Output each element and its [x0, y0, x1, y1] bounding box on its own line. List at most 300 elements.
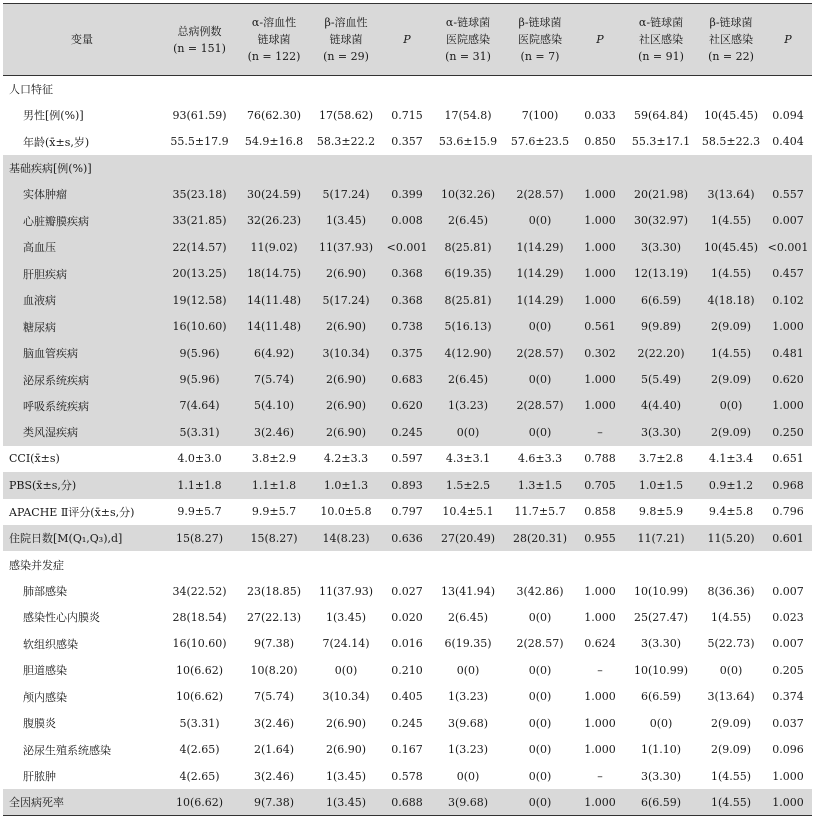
- table-cell: 9(9.89): [640, 320, 682, 334]
- row-label: 心脏瓣膜疾病: [23, 214, 89, 228]
- table-cell: 10(10.99): [633, 584, 689, 598]
- table-cell: 0(0): [528, 373, 552, 387]
- table-cell: 9.9±5.7: [251, 505, 297, 519]
- table-cell: [504, 155, 576, 181]
- table-cell: 4(2.65): [179, 743, 220, 757]
- table-cell: 0.405: [391, 690, 423, 704]
- table-cell: 1.1±1.8: [177, 478, 222, 492]
- column-header-9-line3: (n = 22): [708, 50, 754, 63]
- table-cell: 1(4.55): [710, 610, 752, 624]
- table-cell: 0.9±1.2: [708, 478, 754, 492]
- table-cell: 2(6.90): [325, 267, 367, 281]
- table-cell: [161, 76, 238, 102]
- table-row: [3, 261, 812, 287]
- table-row: [3, 340, 812, 366]
- table-cell: 3(3.30): [640, 637, 682, 651]
- table-cell: 2(9.09): [710, 320, 752, 334]
- table-cell: 30(24.59): [246, 187, 302, 201]
- column-header-5-line3: (n = 31): [445, 50, 491, 63]
- table-cell: 11(5.20): [707, 531, 755, 545]
- table-cell: 1.0±1.3: [323, 478, 369, 492]
- table-cell: 0(0): [456, 769, 480, 783]
- table-cell: 0.968: [772, 478, 804, 492]
- table-cell: 10(10.99): [633, 663, 689, 677]
- table-cell: 58.3±22.2: [316, 135, 376, 149]
- table-cell: 0.368: [391, 293, 423, 307]
- table-row: [3, 102, 812, 128]
- table-cell: 4.3±3.1: [445, 452, 491, 466]
- column-header-6: [504, 4, 576, 76]
- table-cell: [432, 551, 504, 577]
- table-cell: 1(14.29): [516, 293, 564, 307]
- table-cell: 0.007: [772, 584, 804, 598]
- table-cell: 0(0): [528, 214, 552, 228]
- table-cell: 17(58.62): [318, 108, 374, 122]
- table-cell: [624, 155, 698, 181]
- table-cell: 0.955: [584, 531, 616, 545]
- table-cell: 0.357: [391, 135, 423, 149]
- table-cell: 0(0): [456, 425, 480, 439]
- column-header-2: [238, 4, 310, 76]
- table-cell: 6(19.35): [444, 267, 492, 281]
- table-cell: 0(0): [528, 795, 552, 809]
- table-cell: 4(12.90): [444, 346, 492, 360]
- table-cell: –: [597, 769, 603, 783]
- table-cell: 15(8.27): [175, 531, 224, 545]
- table-cell: –: [597, 663, 603, 677]
- table-cell: 0.796: [772, 505, 804, 519]
- table-cell: 1.000: [584, 716, 616, 730]
- column-header-3: [310, 4, 382, 76]
- table-cell: 1(3.23): [447, 743, 489, 757]
- row-label: 血液病: [23, 294, 56, 308]
- table-cell: 7(4.64): [179, 399, 220, 413]
- table-row: [3, 419, 812, 445]
- table-cell: 1(4.55): [710, 795, 752, 809]
- table-cell: 17(54.8): [444, 108, 492, 122]
- table-cell: 1(4.55): [710, 769, 752, 783]
- table-cell: 0(0): [719, 663, 743, 677]
- table-cell: 2(1.64): [253, 743, 295, 757]
- table-cell: 0.561: [584, 320, 616, 334]
- column-header-3-line2: 链球菌: [329, 33, 363, 46]
- row-label: 基础疾病[例(%)]: [9, 162, 92, 176]
- table-cell: 57.6±23.5: [510, 135, 570, 149]
- table-cell: 19(12.58): [172, 293, 227, 307]
- row-label: 年龄(x̄±s,岁): [23, 135, 90, 149]
- column-header-5-line2: 医院感染: [446, 33, 490, 46]
- row-label: 感染性心内膜炎: [23, 611, 100, 625]
- table-cell: 0.715: [391, 108, 423, 122]
- table-cell: 2(6.90): [325, 399, 367, 413]
- table-cell: 0.020: [391, 610, 423, 624]
- table-cell: 0(0): [528, 610, 552, 624]
- row-label: 感染并发症: [9, 558, 64, 572]
- column-header-1-line1: 总病例数: [177, 24, 222, 38]
- column-header-4-line1: P: [403, 33, 411, 46]
- table-cell: 1.000: [584, 690, 616, 704]
- table-row: [3, 604, 812, 630]
- table-cell: 59(64.84): [633, 108, 689, 122]
- column-header-8-line3: (n = 91): [638, 50, 684, 63]
- table-cell: 1(1.10): [640, 743, 682, 757]
- table-row: [3, 631, 812, 657]
- table-cell: 14(8.23): [322, 531, 370, 545]
- table-cell: [576, 76, 624, 102]
- table-cell: 4.0±3.0: [177, 452, 222, 466]
- table-cell: 16(10.60): [172, 320, 227, 334]
- table-row: [3, 710, 812, 736]
- table-cell: 0(0): [528, 663, 552, 677]
- column-header-6-line3: (n = 7): [520, 50, 560, 63]
- table-cell: [624, 76, 698, 102]
- statistics-table: [3, 3, 812, 816]
- table-cell: 5(3.31): [179, 425, 220, 439]
- table-cell: 10.4±5.1: [442, 505, 494, 519]
- table-cell: 12(13.19): [633, 267, 689, 281]
- table-row: [3, 287, 812, 313]
- table-cell: 0.858: [584, 505, 616, 519]
- column-header-6-line1: β-链球菌: [518, 16, 562, 29]
- table-cell: 0.033: [584, 108, 616, 122]
- table-row: [3, 763, 812, 789]
- table-cell: 34(22.52): [172, 584, 227, 598]
- table-cell: 10(6.62): [175, 795, 224, 809]
- table-cell: 0.738: [391, 320, 423, 334]
- table-cell: 0.245: [391, 716, 423, 730]
- table-cell: 0.037: [772, 716, 804, 730]
- table-cell: 1(3.23): [447, 690, 489, 704]
- table-cell: 1(3.45): [325, 214, 367, 228]
- table-cell: 3(13.64): [707, 690, 755, 704]
- table-cell: 0.705: [584, 478, 616, 492]
- table-cell: 3.7±2.8: [638, 452, 684, 466]
- table-cell: 3(42.86): [516, 584, 564, 598]
- table-cell: 1(14.29): [516, 240, 564, 254]
- table-cell: 0.375: [391, 346, 423, 360]
- table-cell: 0.597: [391, 452, 423, 466]
- column-header-9-line2: 社区感染: [709, 33, 753, 46]
- table-cell: 4(18.18): [707, 293, 755, 307]
- table-cell: 0.651: [772, 452, 804, 466]
- table-cell: 58.5±22.3: [701, 135, 761, 149]
- table-cell: [238, 551, 310, 577]
- table-cell: 2(6.90): [325, 716, 367, 730]
- table-cell: 7(24.14): [322, 637, 370, 651]
- table-cell: 0(0): [528, 690, 552, 704]
- table-cell: 22(14.57): [172, 240, 227, 254]
- table-cell: [432, 155, 504, 181]
- table-cell: 7(100): [521, 108, 559, 122]
- table-cell: [432, 76, 504, 102]
- column-header-3-line3: (n = 29): [323, 50, 369, 63]
- table-cell: 10(6.62): [175, 663, 224, 677]
- table-cell: [764, 76, 812, 102]
- table-cell: 3(2.46): [253, 769, 295, 783]
- table-cell: 23(18.85): [246, 584, 302, 598]
- table-cell: 0(0): [456, 663, 480, 677]
- table-cell: 13(41.94): [440, 584, 496, 598]
- table-cell: 11(9.02): [250, 240, 298, 254]
- table-cell: 0.683: [391, 373, 423, 387]
- table-cell: 0.404: [772, 135, 804, 149]
- table-cell: 1.000: [584, 399, 616, 413]
- table-cell: 0.399: [391, 187, 423, 201]
- table-cell: 0.457: [772, 267, 804, 281]
- table-cell: 1(3.45): [325, 795, 367, 809]
- table-cell: 3(2.46): [253, 716, 295, 730]
- table-cell: 0.250: [772, 425, 804, 439]
- table-cell: 9.4±5.8: [708, 505, 754, 519]
- table-cell: 0.016: [391, 637, 423, 651]
- table-cell: 1.000: [772, 795, 804, 809]
- table-row: [3, 472, 812, 498]
- table-cell: 1.5±2.5: [445, 478, 491, 492]
- table-cell: 7(5.74): [253, 690, 295, 704]
- table-cell: [238, 155, 310, 181]
- table-cell: 1.3±1.5: [517, 478, 563, 492]
- table-cell: 0.624: [584, 637, 616, 651]
- column-header-0: [3, 4, 161, 76]
- table-cell: 2(28.57): [516, 187, 564, 201]
- table-row: [3, 234, 812, 260]
- table-cell: 3(2.46): [253, 425, 295, 439]
- column-header-2-line2: 链球菌: [257, 33, 291, 46]
- column-header-4: [382, 4, 432, 76]
- row-label: 肝胆疾病: [23, 267, 67, 281]
- table-cell: 1.000: [584, 795, 616, 809]
- table-cell: 0.374: [772, 690, 804, 704]
- table-cell: 4(2.65): [179, 769, 220, 783]
- table-cell: 14(11.48): [246, 293, 302, 307]
- table-cell: 9(7.38): [253, 795, 295, 809]
- table-cell: [382, 155, 432, 181]
- table-cell: –: [597, 425, 603, 439]
- table-cell: 0(0): [528, 425, 552, 439]
- table-cell: 20(21.98): [633, 187, 689, 201]
- table-cell: 6(6.59): [640, 795, 682, 809]
- table-cell: 8(36.36): [707, 584, 755, 598]
- table-cell: 0.007: [772, 637, 804, 651]
- table-cell: 10.0±5.8: [320, 505, 372, 519]
- table-cell: 10(32.26): [440, 187, 496, 201]
- table-cell: 0.620: [391, 399, 423, 413]
- table-cell: 1.1±1.8: [251, 478, 297, 492]
- row-label: 颅内感染: [23, 690, 67, 704]
- table-cell: 0.007: [772, 214, 804, 228]
- table-cell: 0.893: [391, 478, 423, 492]
- table-cell: 1.000: [584, 187, 616, 201]
- table-cell: [504, 551, 576, 577]
- row-label: 糖尿病: [23, 320, 56, 334]
- row-label: 住院日数[M(Q₁,Q₃),d]: [9, 532, 123, 546]
- table-cell: 2(28.57): [516, 399, 564, 413]
- table-cell: 2(6.90): [325, 320, 367, 334]
- table-cell: 5(17.24): [322, 187, 370, 201]
- table-header-row: [3, 4, 812, 76]
- table-cell: 0.368: [391, 267, 423, 281]
- table-cell: [698, 551, 764, 577]
- table-cell: [698, 76, 764, 102]
- table-cell: 1.000: [772, 769, 804, 783]
- table-cell: 1.000: [584, 584, 616, 598]
- row-label: 男性[例(%)]: [23, 109, 84, 123]
- table-cell: 0(0): [528, 716, 552, 730]
- table-row: [3, 578, 812, 604]
- table-cell: [698, 155, 764, 181]
- table-cell: 1(3.45): [325, 610, 367, 624]
- table-cell: 0(0): [649, 716, 673, 730]
- table-cell: 2(6.45): [447, 214, 489, 228]
- table-cell: [382, 76, 432, 102]
- section-row: [3, 551, 812, 577]
- table-cell: 6(4.92): [253, 346, 295, 360]
- table-cell: 18(14.75): [246, 267, 302, 281]
- table-cell: 2(28.57): [516, 346, 564, 360]
- table-cell: 0(0): [334, 663, 358, 677]
- table-row: [3, 181, 812, 207]
- column-header-6-line2: 医院感染: [518, 33, 562, 46]
- table-cell: 0.688: [391, 795, 423, 809]
- table-row: [3, 789, 812, 815]
- table-cell: 0.620: [772, 373, 804, 387]
- row-label: 肺部感染: [23, 585, 67, 599]
- column-header-1: [161, 4, 238, 76]
- table-cell: 5(4.10): [253, 399, 295, 413]
- table-cell: 54.9±16.8: [244, 135, 304, 149]
- table-cell: 1(3.45): [325, 769, 367, 783]
- table-cell: 16(10.60): [172, 637, 227, 651]
- table-row: [3, 366, 812, 392]
- table-cell: [504, 76, 576, 102]
- table-cell: 0.210: [391, 663, 423, 677]
- row-label: 软组织感染: [23, 637, 78, 651]
- row-label: 泌尿系统疾病: [23, 373, 89, 387]
- table-cell: [161, 155, 238, 181]
- table-cell: 0.797: [391, 505, 423, 519]
- table-cell: 9(5.96): [179, 346, 220, 360]
- table-cell: 0.557: [772, 187, 804, 201]
- column-header-5: [432, 4, 504, 76]
- table-cell: 9.8±5.9: [638, 505, 684, 519]
- table-cell: 7(5.74): [253, 373, 295, 387]
- table-cell: 2(6.90): [325, 743, 367, 757]
- row-label: 实体肿瘤: [23, 188, 67, 202]
- column-header-9-line1: β-链球菌: [709, 16, 753, 29]
- table-cell: 2(6.45): [447, 373, 489, 387]
- row-label: APACHE Ⅱ评分(x̄±s,分): [9, 505, 135, 519]
- table-cell: 0.023: [772, 610, 804, 624]
- table-cell: 2(28.57): [516, 637, 564, 651]
- table-cell: 30(32.97): [633, 214, 689, 228]
- table-cell: 2(22.20): [637, 346, 685, 360]
- section-row: [3, 76, 812, 102]
- table-cell: 1.000: [584, 373, 616, 387]
- table-cell: 1.000: [584, 610, 616, 624]
- row-label: CCI(x̄±s): [9, 452, 60, 466]
- column-header-10: [764, 4, 812, 76]
- table-cell: 5(5.49): [640, 373, 682, 387]
- table-cell: 1.000: [584, 267, 616, 281]
- table-cell: <0.001: [386, 240, 428, 254]
- table-cell: [310, 76, 382, 102]
- table-cell: 11(37.93): [318, 240, 374, 254]
- table-cell: 20(13.25): [172, 267, 227, 281]
- table-cell: 10(8.20): [250, 663, 298, 677]
- table-cell: 28(20.31): [512, 531, 568, 545]
- table-cell: 11(37.93): [318, 584, 374, 598]
- table-cell: 0.578: [391, 769, 423, 783]
- table-cell: 3(3.30): [640, 425, 682, 439]
- table-cell: 5(22.73): [707, 637, 755, 651]
- table-cell: 0.636: [391, 531, 423, 545]
- table-cell: 0.601: [772, 531, 804, 545]
- table-cell: [310, 551, 382, 577]
- table-cell: 0.096: [772, 743, 804, 757]
- table-cell: 1.0±1.5: [638, 478, 684, 492]
- table-cell: 1.000: [772, 320, 804, 334]
- table-cell: [576, 155, 624, 181]
- table-cell: 9(7.38): [253, 637, 295, 651]
- table-cell: 3(9.68): [447, 795, 489, 809]
- column-header-2-line1: α-溶血性: [251, 16, 297, 29]
- table-cell: 0(0): [528, 769, 552, 783]
- row-label: PBS(x̄±s,分): [9, 479, 77, 493]
- row-label: 胆道感染: [23, 664, 67, 678]
- table-row: [3, 499, 812, 525]
- table-body: [3, 76, 812, 816]
- table-cell: [764, 551, 812, 577]
- table-cell: 6(19.35): [444, 637, 492, 651]
- column-header-0-line1: 变量: [71, 33, 93, 46]
- table-cell: 55.3±17.1: [631, 135, 691, 149]
- table-cell: 2(9.09): [710, 716, 752, 730]
- table-cell: 11.7±5.7: [514, 505, 566, 519]
- table-cell: 3(10.34): [322, 690, 370, 704]
- table-cell: 14(11.48): [246, 320, 302, 334]
- table-cell: 0.245: [391, 425, 423, 439]
- table-cell: 6(6.59): [640, 293, 682, 307]
- table-row: [3, 525, 812, 551]
- section-row: [3, 155, 812, 181]
- table-cell: 0.481: [772, 346, 804, 360]
- table-cell: 11(7.21): [637, 531, 685, 545]
- table-cell: 0(0): [528, 320, 552, 334]
- column-header-8-line1: α-链球菌: [638, 16, 684, 29]
- table-row: [3, 657, 812, 683]
- table-cell: 33(21.85): [172, 214, 227, 228]
- table-cell: 93(61.59): [172, 108, 227, 122]
- table-cell: [576, 551, 624, 577]
- table-cell: 2(9.09): [710, 425, 752, 439]
- table-cell: 9.9±5.7: [177, 505, 222, 519]
- table-cell: 3(3.30): [640, 769, 682, 783]
- table-cell: 9(5.96): [179, 373, 220, 387]
- table-cell: 0.094: [772, 108, 804, 122]
- table-cell: [161, 551, 238, 577]
- table-cell: 0.102: [772, 293, 804, 307]
- column-header-2-line3: (n = 122): [247, 50, 301, 63]
- table-cell: 1.000: [584, 214, 616, 228]
- table-cell: 55.5±17.9: [170, 135, 229, 149]
- row-label: 肝脓肿: [23, 770, 56, 784]
- row-label: 全因病死率: [9, 796, 64, 810]
- table-cell: 10(45.45): [703, 240, 759, 254]
- table-cell: 3(9.68): [447, 716, 489, 730]
- row-label: 人口特征: [9, 82, 53, 96]
- table-cell: 4.6±3.3: [517, 452, 563, 466]
- table-cell: 53.6±15.9: [438, 135, 498, 149]
